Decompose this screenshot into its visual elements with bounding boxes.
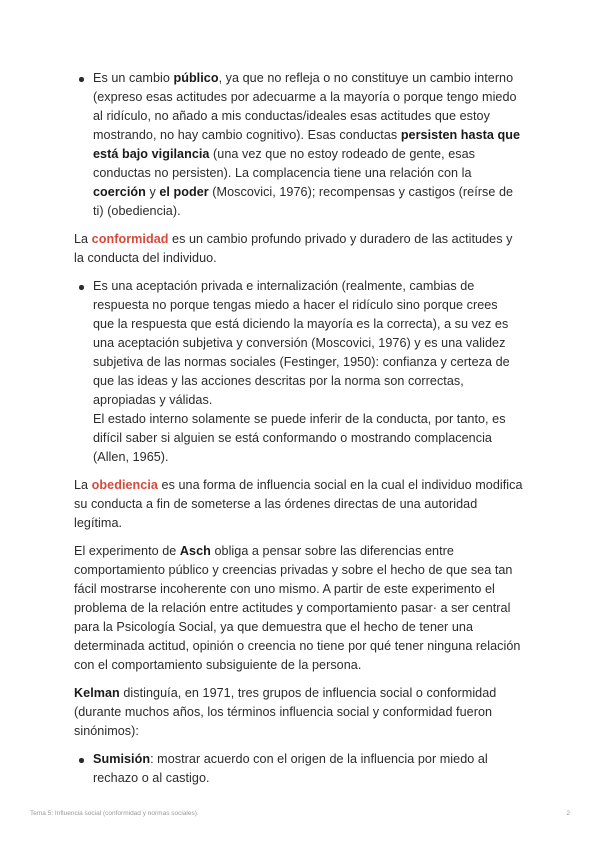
page-number: 2 <box>566 810 570 817</box>
paragraph-conformidad <box>74 230 530 268</box>
text-line: coerción y el poder (Moscovici, 1976); recompensas y castigos (reírse de <box>93 185 514 199</box>
bullet-text <box>93 750 530 788</box>
paragraph-obediencia <box>74 476 530 533</box>
text-line: Kelman distinguía, en 1971, tres grupos de influencia social o conformidad <box>74 686 497 700</box>
bold-term: el poder <box>159 185 209 199</box>
highlighted-term: obediencia <box>91 478 158 492</box>
text-line: conductas no persisten). La complacencia tiene una relación con la <box>93 166 472 180</box>
bullet-conformidad-aceptacion <box>74 277 530 467</box>
text-line: subjetiva de las normas sociales (Festinger, 1950): confianza y certeza de <box>93 355 510 369</box>
text-line: mostrando, no hay cambio cognitivo). Esas conductas persisten hasta que <box>93 128 521 142</box>
text-line: determinada actitud, opinión o creencia no tiene por qué tener ninguna relación <box>74 639 521 653</box>
text-line: rechazo o al castigo. <box>93 771 210 785</box>
bold-term: coerción <box>93 185 146 199</box>
footer-title: Tema 5: Influencia social (conformidad y normas sociales). <box>30 810 199 817</box>
text-line: (Allen, 1965). <box>93 450 169 464</box>
bold-term: público <box>173 71 219 85</box>
bold-term: está bajo vigilancia <box>93 147 210 161</box>
text-line: El experimento de Asch obliga a pensar sobre las diferencias entre <box>74 544 454 558</box>
page-footer <box>30 810 570 817</box>
text-line: su conducta a fin de someterse a las órdenes directas de una autoridad <box>74 497 478 511</box>
text-line: para la Psicología Social, ya que demuestra que el hecho de tener una <box>74 620 474 634</box>
text-line: apropiadas y válidas. <box>93 393 213 407</box>
bold-term: persisten hasta que <box>400 128 521 142</box>
text-line: La conformidad es un cambio profundo privado y duradero de las actitudes y <box>74 232 513 246</box>
text-line: legítima. <box>74 516 123 530</box>
text-line: está bajo vigilancia (una vez que no estoy rodeado de gente, esas <box>93 147 476 161</box>
bullet-sumision <box>74 750 530 788</box>
text-line: una aceptación subjetiva y conversión (Moscovici, 1976) y es una validez <box>93 336 506 350</box>
text-line: que la respuesta que está diciendo la mayoría es la correcta), a su vez es <box>93 317 509 331</box>
text-line: que las ideas y las acciones descritas por la norma son correctas, <box>93 374 464 388</box>
text-line: la conducta del individuo. <box>74 251 217 265</box>
text-line: fácil mostrarse incoherente con uno mismo. A partir de este experimento el <box>74 582 495 596</box>
bullet-text <box>93 277 530 467</box>
paragraph-asch <box>74 542 530 675</box>
text-line: ti) (obediencia). <box>93 204 181 218</box>
bold-term: Asch <box>179 544 211 558</box>
text-line: al ridículo, no añado a mis conductas/ideales esas actitudes que estoy <box>93 109 490 123</box>
text-line: sinónimos): <box>74 724 139 738</box>
highlighted-term: conformidad <box>91 232 169 246</box>
bullet-complacencia-publico <box>74 69 530 221</box>
text-line: con el comportamiento subsiguiente de la persona. <box>74 658 362 672</box>
text-line: La obediencia es una forma de influencia social en la cual el individuo modifica <box>74 478 523 492</box>
text-line: (expreso esas actitudes por adecuarme a la mayoría o porque tengo miedo <box>93 90 517 104</box>
text-line: El estado interno solamente se puede inferir de la conducta, por tanto, es <box>93 412 506 426</box>
text-line: difícil saber si alguien se está conformando o mostrando complacencia <box>93 431 492 445</box>
text-line: Sumisión: mostrar acuerdo con el origen de la influencia por miedo al <box>93 752 488 766</box>
text-line: (durante muchos años, los términos influencia social y conformidad fueron <box>74 705 493 719</box>
bold-term: Sumisión <box>93 752 151 766</box>
paragraph-kelman <box>74 684 530 741</box>
document-body <box>74 69 530 797</box>
bullet-text <box>93 69 530 221</box>
text-line: comportamiento público y creencias privadas y sobre el hecho de que sea tan <box>74 563 513 577</box>
text-line: Es un cambio público, ya que no refleja o no constituye un cambio interno <box>93 71 514 85</box>
text-line: problema de la relación entre actitudes y comportamiento pasar· a ser central <box>74 601 511 615</box>
text-line: respuesta no porque tengas miedo a hacer el ridículo sino porque crees <box>93 298 498 312</box>
text-line: Es una aceptación privada e internalización (realmente, cambias de <box>93 279 475 293</box>
bold-term: Kelman <box>74 686 120 700</box>
